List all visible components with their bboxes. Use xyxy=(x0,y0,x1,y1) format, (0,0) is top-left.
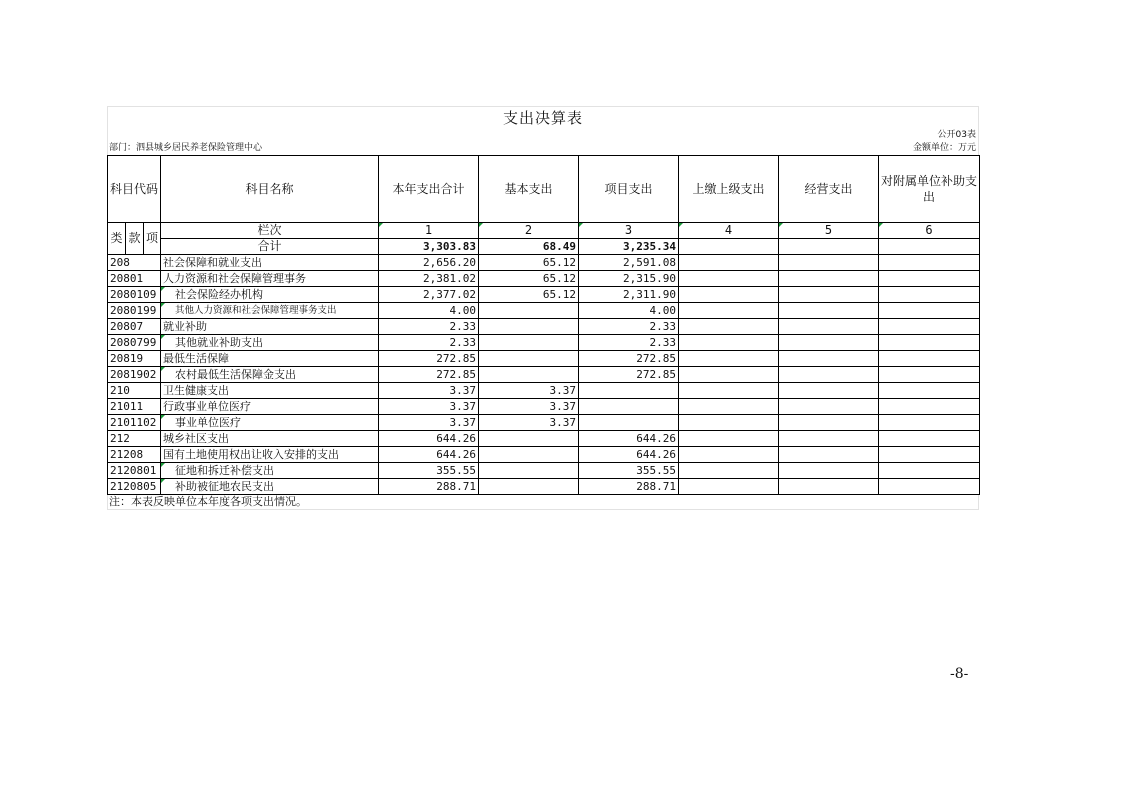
col-number-3: 3 xyxy=(579,223,679,239)
row-name: 社会保障和就业支出 xyxy=(161,255,379,271)
row-col6 xyxy=(879,271,980,287)
row-code: 2081902 xyxy=(108,367,161,383)
col-number-5: 5 xyxy=(779,223,879,239)
table-row xyxy=(108,303,980,319)
total-row xyxy=(108,239,980,255)
form-code-row xyxy=(107,129,979,142)
row-col3 xyxy=(579,399,679,415)
row-col2 xyxy=(479,447,579,463)
row-code: 21011 xyxy=(108,399,161,415)
row-code: 2080199 xyxy=(108,303,161,319)
row-name: 其他就业补助支出 xyxy=(161,335,379,351)
form-code: 公开03表 xyxy=(937,130,976,140)
header-name: 科目名称 xyxy=(161,156,379,223)
row-col4 xyxy=(679,463,779,479)
row-col2 xyxy=(479,303,579,319)
row-col4 xyxy=(679,447,779,463)
row-col2 xyxy=(479,351,579,367)
row-code: 212 xyxy=(108,431,161,447)
row-col5 xyxy=(779,447,879,463)
row-col3: 272.85 xyxy=(579,367,679,383)
header-row xyxy=(108,156,980,223)
table-row xyxy=(108,351,980,367)
row-name: 征地和拆迁补偿支出 xyxy=(161,463,379,479)
row-code: 2120805 xyxy=(108,479,161,495)
row-col6 xyxy=(879,255,980,271)
total-col5 xyxy=(779,239,879,255)
row-code: 2120801 xyxy=(108,463,161,479)
row-col5 xyxy=(779,479,879,495)
table-row xyxy=(108,431,980,447)
col-number-1: 1 xyxy=(379,223,479,239)
col-number-4: 4 xyxy=(679,223,779,239)
row-col4 xyxy=(679,351,779,367)
row-col3: 2,591.08 xyxy=(579,255,679,271)
row-col2: 3.37 xyxy=(479,399,579,415)
row-col6 xyxy=(879,351,980,367)
row-name: 就业补助 xyxy=(161,319,379,335)
row-col2: 3.37 xyxy=(479,383,579,399)
row-col3: 644.26 xyxy=(579,431,679,447)
header-col3: 项目支出 xyxy=(579,156,679,223)
row-col6 xyxy=(879,383,980,399)
row-col6 xyxy=(879,463,980,479)
row-col6 xyxy=(879,303,980,319)
row-col2 xyxy=(479,335,579,351)
col-number-6: 6 xyxy=(879,223,980,239)
header-col4: 上缴上级支出 xyxy=(679,156,779,223)
row-col5 xyxy=(779,367,879,383)
table-note: 注：本表反映单位本年度各项支出情况。 xyxy=(107,495,979,510)
row-name: 补助被征地农民支出 xyxy=(161,479,379,495)
row-col4 xyxy=(679,383,779,399)
total-col3: 3,235.34 xyxy=(579,239,679,255)
row-col3: 355.55 xyxy=(579,463,679,479)
row-col6 xyxy=(879,447,980,463)
row-code: 2080109 xyxy=(108,287,161,303)
row-col6 xyxy=(879,335,980,351)
row-col5 xyxy=(779,399,879,415)
table-row xyxy=(108,319,980,335)
row-col6 xyxy=(879,479,980,495)
col-number-2: 2 xyxy=(479,223,579,239)
row-col4 xyxy=(679,367,779,383)
row-col5 xyxy=(779,463,879,479)
row-col5 xyxy=(779,287,879,303)
row-col4 xyxy=(679,335,779,351)
row-code: 21208 xyxy=(108,447,161,463)
page-number: -8- xyxy=(950,666,969,682)
row-col5 xyxy=(779,431,879,447)
row-col3: 272.85 xyxy=(579,351,679,367)
row-col1: 2.33 xyxy=(379,335,479,351)
row-name: 城乡社区支出 xyxy=(161,431,379,447)
row-col1: 288.71 xyxy=(379,479,479,495)
row-col2: 3.37 xyxy=(479,415,579,431)
row-code: 210 xyxy=(108,383,161,399)
row-col1: 2,656.20 xyxy=(379,255,479,271)
row-col5 xyxy=(779,319,879,335)
row-col2 xyxy=(479,463,579,479)
row-col4 xyxy=(679,303,779,319)
row-col1: 3.37 xyxy=(379,383,479,399)
row-col3: 288.71 xyxy=(579,479,679,495)
row-col6 xyxy=(879,415,980,431)
row-col5 xyxy=(779,351,879,367)
expenditure-sheet xyxy=(107,106,979,510)
row-code: 20807 xyxy=(108,319,161,335)
row-col4 xyxy=(679,319,779,335)
row-col2: 65.12 xyxy=(479,255,579,271)
table-row xyxy=(108,447,980,463)
row-name: 农村最低生活保障金支出 xyxy=(161,367,379,383)
expenditure-table xyxy=(107,155,980,495)
table-row xyxy=(108,399,980,415)
row-col4 xyxy=(679,431,779,447)
row-code: 20801 xyxy=(108,271,161,287)
row-name: 国有土地使用权出让收入安排的支出 xyxy=(161,447,379,463)
row-col3: 4.00 xyxy=(579,303,679,319)
header-code: 科目代码 xyxy=(108,156,161,223)
row-col3 xyxy=(579,383,679,399)
row-col4 xyxy=(679,415,779,431)
row-col1: 644.26 xyxy=(379,431,479,447)
row-col2 xyxy=(479,431,579,447)
unit-label: 金额单位：万元 xyxy=(912,143,976,153)
row-col4 xyxy=(679,287,779,303)
row-name: 最低生活保障 xyxy=(161,351,379,367)
row-col5 xyxy=(779,271,879,287)
table-row xyxy=(108,287,980,303)
total-label: 合计 xyxy=(161,239,379,255)
row-col4 xyxy=(679,255,779,271)
header-lei: 类 xyxy=(108,223,126,255)
row-code: 208 xyxy=(108,255,161,271)
row-col6 xyxy=(879,319,980,335)
table-row xyxy=(108,463,980,479)
header-lanci: 栏次 xyxy=(161,223,379,239)
table-row xyxy=(108,335,980,351)
row-col2 xyxy=(479,319,579,335)
row-col3: 644.26 xyxy=(579,447,679,463)
row-col1: 2,377.02 xyxy=(379,287,479,303)
department-row xyxy=(107,142,979,155)
header-col2: 基本支出 xyxy=(479,156,579,223)
row-col1: 355.55 xyxy=(379,463,479,479)
row-col1: 644.26 xyxy=(379,447,479,463)
department-label: 部门：泗县城乡居民养老保险管理中心 xyxy=(109,143,263,153)
row-col6 xyxy=(879,431,980,447)
header-col6: 对附属单位补助支出 xyxy=(879,156,980,223)
table-row xyxy=(108,383,980,399)
row-col1: 3.37 xyxy=(379,415,479,431)
row-col1: 272.85 xyxy=(379,351,479,367)
row-col1: 2,381.02 xyxy=(379,271,479,287)
row-col2: 65.12 xyxy=(479,271,579,287)
row-col6 xyxy=(879,399,980,415)
row-name: 行政事业单位医疗 xyxy=(161,399,379,415)
row-col3 xyxy=(579,415,679,431)
row-col3: 2.33 xyxy=(579,319,679,335)
row-col1: 3.37 xyxy=(379,399,479,415)
column-number-row xyxy=(108,223,980,239)
row-col5 xyxy=(779,335,879,351)
row-name: 其他人力资源和社会保障管理事务支出 xyxy=(161,303,379,319)
total-col1: 3,303.83 xyxy=(379,239,479,255)
row-col4 xyxy=(679,399,779,415)
row-col2: 65.12 xyxy=(479,287,579,303)
row-code: 2101102 xyxy=(108,415,161,431)
row-col3: 2.33 xyxy=(579,335,679,351)
table-row xyxy=(108,479,980,495)
table-row xyxy=(108,255,980,271)
row-col3: 2,311.90 xyxy=(579,287,679,303)
row-col3: 2,315.90 xyxy=(579,271,679,287)
total-col2: 68.49 xyxy=(479,239,579,255)
row-col2 xyxy=(479,479,579,495)
row-name: 社会保险经办机构 xyxy=(161,287,379,303)
table-row xyxy=(108,271,980,287)
total-col6 xyxy=(879,239,980,255)
total-col4 xyxy=(679,239,779,255)
row-col5 xyxy=(779,415,879,431)
header-col5: 经营支出 xyxy=(779,156,879,223)
row-code: 2080799 xyxy=(108,335,161,351)
row-name: 人力资源和社会保障管理事务 xyxy=(161,271,379,287)
row-code: 20819 xyxy=(108,351,161,367)
header-kuan: 款 xyxy=(126,223,144,255)
table-row xyxy=(108,367,980,383)
row-col1: 2.33 xyxy=(379,319,479,335)
table-title: 支出决算表 xyxy=(107,106,979,129)
row-col1: 4.00 xyxy=(379,303,479,319)
row-col2 xyxy=(479,367,579,383)
row-col5 xyxy=(779,303,879,319)
row-name: 事业单位医疗 xyxy=(161,415,379,431)
row-col4 xyxy=(679,271,779,287)
row-name: 卫生健康支出 xyxy=(161,383,379,399)
header-xiang: 项 xyxy=(144,223,161,255)
row-col4 xyxy=(679,479,779,495)
row-col6 xyxy=(879,367,980,383)
row-col5 xyxy=(779,383,879,399)
row-col1: 272.85 xyxy=(379,367,479,383)
row-col5 xyxy=(779,255,879,271)
row-col6 xyxy=(879,287,980,303)
table-row xyxy=(108,415,980,431)
header-col1: 本年支出合计 xyxy=(379,156,479,223)
